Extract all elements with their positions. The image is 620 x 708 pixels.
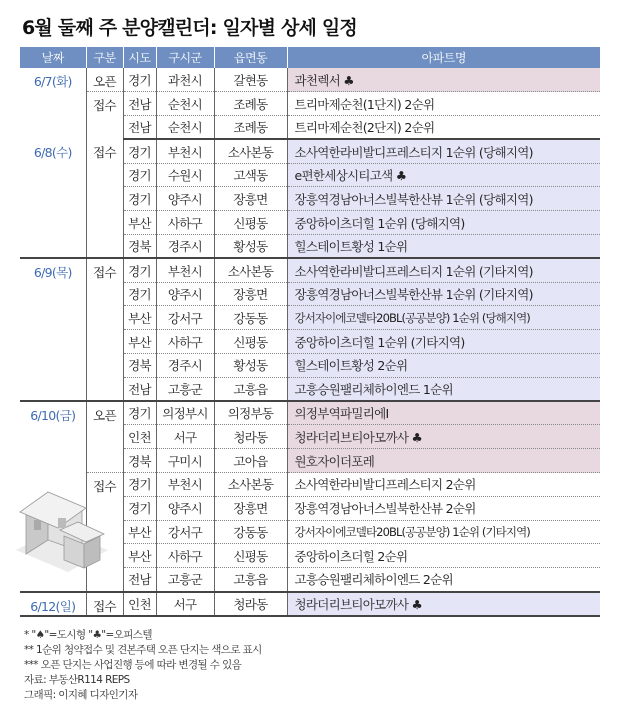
town-cell: 신평동 <box>214 211 287 235</box>
apartment-cell: 트리마제순천(1단지) 2순위 <box>287 92 600 116</box>
city-cell: 양주시 <box>156 187 214 211</box>
apartment-cell: 청라더리브티아모까사 ♣ <box>287 592 600 616</box>
region-cell: 부산 <box>123 306 156 330</box>
city-cell: 고흥군 <box>156 377 214 401</box>
city-cell: 의정부시 <box>156 401 214 425</box>
apartment-cell: 중앙하이츠더힐 1순위 (당해지역) <box>287 211 600 235</box>
table-row <box>20 401 600 425</box>
table-row <box>20 92 600 116</box>
region-cell: 인천 <box>123 592 156 616</box>
town-cell: 장흥면 <box>214 187 287 211</box>
region-cell: 전남 <box>123 377 156 401</box>
region-cell: 부산 <box>123 520 156 544</box>
town-cell: 강동동 <box>214 520 287 544</box>
house-illustration-icon <box>8 480 113 575</box>
region-cell: 인천 <box>123 425 156 449</box>
city-cell: 과천시 <box>156 68 214 92</box>
table-row <box>20 139 600 163</box>
type-cell: 접수 <box>86 473 123 592</box>
apartment-cell: 과천렉서 ♣ <box>287 68 600 92</box>
type-cell: 접수 <box>86 139 123 258</box>
town-cell: 강동동 <box>214 306 287 330</box>
graphic-credit: 그래픽: 이지혜 디자인기자 <box>24 689 138 701</box>
town-cell: 청라동 <box>214 592 287 616</box>
apartment-cell: 중앙하이츠더힐 1순위 (기타지역) <box>287 330 600 354</box>
region-cell: 경기 <box>123 68 156 92</box>
apartment-cell: 장흥역경남아너스빌북한산뷰 1순위 (당해지역) <box>287 187 600 211</box>
table-header-row <box>20 47 600 68</box>
region-cell: 경기 <box>123 258 156 282</box>
city-cell: 수원시 <box>156 163 214 187</box>
city-cell: 부천시 <box>156 473 214 497</box>
city-cell: 양주시 <box>156 282 214 306</box>
col-header-town: 읍면동 <box>214 47 287 68</box>
apartment-cell: 장흥역경남아너스빌북한산뷰 1순위 (기타지역) <box>287 282 600 306</box>
city-cell: 부천시 <box>156 258 214 282</box>
apartment-cell: 강서자이에코델타20BL(공공분양) 1순위 (기타지역) <box>287 520 600 544</box>
region-cell: 경기 <box>123 473 156 497</box>
date-cell: 6/10(금) <box>20 401 86 591</box>
region-cell: 경북 <box>123 449 156 473</box>
region-cell: 경기 <box>123 496 156 520</box>
town-cell: 고색동 <box>214 163 287 187</box>
city-cell: 양주시 <box>156 496 214 520</box>
region-cell: 전남 <box>123 116 156 140</box>
apartment-cell: 소사역한라비발디프레스티지 1순위 (당해지역) <box>287 139 600 163</box>
col-header-date: 날짜 <box>20 47 86 68</box>
col-header-type: 구분 <box>86 47 123 68</box>
town-cell: 고아읍 <box>214 449 287 473</box>
type-cell: 접수 <box>86 92 123 140</box>
region-cell: 경기 <box>123 401 156 425</box>
table-row <box>20 258 600 282</box>
table-row <box>20 68 600 92</box>
town-cell: 황성동 <box>214 235 287 259</box>
apartment-cell: 중앙하이츠더힐 2순위 <box>287 544 600 568</box>
region-cell: 전남 <box>123 568 156 592</box>
town-cell: 고흥읍 <box>214 568 287 592</box>
city-cell: 경주시 <box>156 235 214 259</box>
footnote-changes: *** 오픈 단지는 사업진행 등에 따라 변경될 수 있음 <box>24 659 242 671</box>
region-cell: 부산 <box>123 330 156 354</box>
region-cell: 경기 <box>123 163 156 187</box>
page-title: 6월 둘째 주 분양캘린더: 일자별 상세 일정 <box>22 17 357 39</box>
col-header-city: 구시군 <box>156 47 214 68</box>
date-cell: 6/7(화) <box>20 68 86 139</box>
town-cell: 소사본동 <box>214 473 287 497</box>
town-cell: 신평동 <box>214 330 287 354</box>
apartment-cell: 힐스테이트황성 1순위 <box>287 235 600 259</box>
town-cell: 소사본동 <box>214 258 287 282</box>
source-credit: 자료: 부동산R114 REPS <box>24 674 130 686</box>
apartment-cell: 소사역한라비발디프레스티지 2순위 <box>287 473 600 497</box>
region-cell: 경북 <box>123 354 156 378</box>
apartment-cell: 청라더리브티아모까사 ♣ <box>287 425 600 449</box>
city-cell: 순천시 <box>156 116 214 140</box>
footnotes <box>24 628 262 703</box>
apartment-cell: 힐스테이트황성 2순위 <box>287 354 600 378</box>
type-cell: 접수 <box>86 258 123 401</box>
apartment-cell: 트리마제순천(2단지) 2순위 <box>287 116 600 140</box>
region-cell: 경북 <box>123 235 156 259</box>
date-cell: 6/9(목) <box>20 258 86 401</box>
apartment-cell: 강서자이에코델타20BL(공공분양) 1순위 (당해지역) <box>287 306 600 330</box>
town-cell: 조례동 <box>214 116 287 140</box>
apartment-cell: e편한세상시티고색 ♣ <box>287 163 600 187</box>
region-cell: 전남 <box>123 92 156 116</box>
city-cell: 고흥군 <box>156 568 214 592</box>
city-cell: 부천시 <box>156 139 214 163</box>
apartment-cell: 고흥승원팰리체하이엔드 1순위 <box>287 377 600 401</box>
footnote-colors: ** 1순위 청약접수 및 견본주택 오픈 단지는 색으로 표시 <box>24 644 262 656</box>
city-cell: 구미시 <box>156 449 214 473</box>
region-cell: 부산 <box>123 544 156 568</box>
city-cell: 강서구 <box>156 520 214 544</box>
region-cell: 부산 <box>123 211 156 235</box>
type-cell: 오픈 <box>86 68 123 92</box>
apartment-cell: 고흥승원팰리체하이엔드 2순위 <box>287 568 600 592</box>
town-cell: 소사본동 <box>214 139 287 163</box>
town-cell: 황성동 <box>214 354 287 378</box>
city-cell: 사하구 <box>156 544 214 568</box>
type-cell: 접수 <box>86 592 123 616</box>
col-header-region: 시도 <box>123 47 156 68</box>
town-cell: 조례동 <box>214 92 287 116</box>
city-cell: 서구 <box>156 425 214 449</box>
apartment-cell: 장흥역경남아너스빌북한산뷰 2순위 <box>287 496 600 520</box>
col-header-apartment: 아파트명 <box>287 47 600 68</box>
city-cell: 서구 <box>156 592 214 616</box>
region-cell: 경기 <box>123 139 156 163</box>
region-cell: 경기 <box>123 282 156 306</box>
town-cell: 의정부동 <box>214 401 287 425</box>
town-cell: 장흥면 <box>214 282 287 306</box>
city-cell: 사하구 <box>156 211 214 235</box>
town-cell: 장흥면 <box>214 496 287 520</box>
apartment-cell: 소사역한라비발디프레스티지 1순위 (기타지역) <box>287 258 600 282</box>
region-cell: 경기 <box>123 187 156 211</box>
type-cell: 오픈 <box>86 401 123 472</box>
date-cell: 6/8(수) <box>20 139 86 258</box>
apartment-cell: 의정부역파밀리에Ⅰ <box>287 401 600 425</box>
town-cell: 신평동 <box>214 544 287 568</box>
town-cell: 갈현동 <box>214 68 287 92</box>
footnote-symbols: * "♠"=도시형 "♣"=오피스텔 <box>24 629 152 641</box>
town-cell: 고흥읍 <box>214 377 287 401</box>
city-cell: 경주시 <box>156 354 214 378</box>
table-row <box>20 592 600 616</box>
apartment-cell: 원호자이더포레 <box>287 449 600 473</box>
date-cell: 6/12(일) <box>20 592 86 616</box>
town-cell: 청라동 <box>214 425 287 449</box>
city-cell: 사하구 <box>156 330 214 354</box>
city-cell: 강서구 <box>156 306 214 330</box>
city-cell: 순천시 <box>156 92 214 116</box>
